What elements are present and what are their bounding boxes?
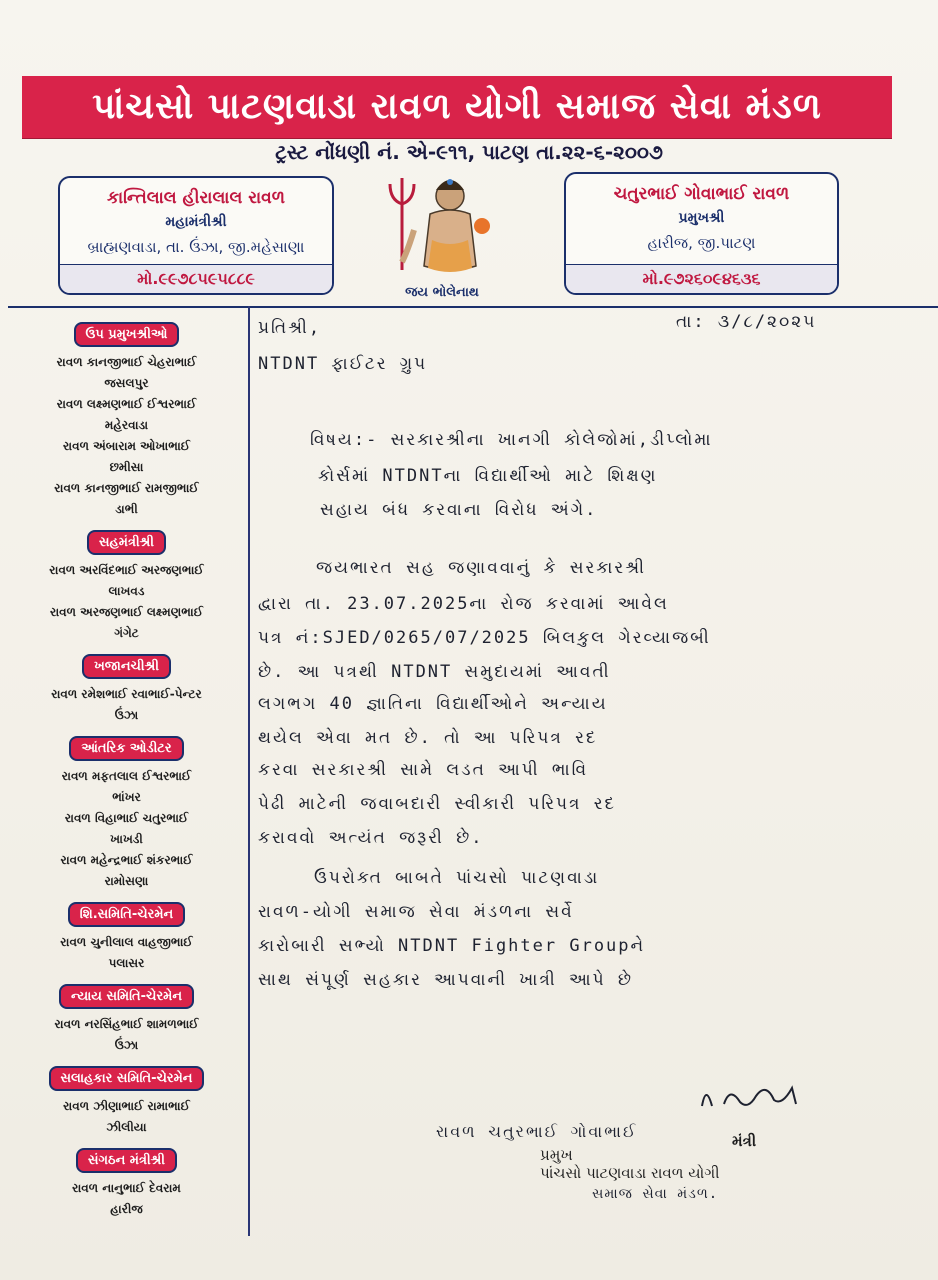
sidebar-group bbox=[14, 322, 239, 520]
body-line: જયભારત સહ જણાવવાનું કે સરકારશ્રી bbox=[316, 558, 646, 578]
signature-org-line1: પાંચસો પાટણવાડા રાવળ યોગી bbox=[540, 1164, 720, 1182]
shiva-trident-icon bbox=[372, 170, 512, 282]
body-line: પત્ર નં:SJED/0265/07/2025 બિલકુલ ગેરવ્યાજબી bbox=[258, 628, 711, 648]
member-line: છમીસા bbox=[109, 460, 144, 474]
body-line: થયેલ એવા મત છે. તો આ પરિપત્ર રદ bbox=[258, 728, 598, 748]
member-line: પલાસર bbox=[108, 956, 145, 970]
president-box bbox=[564, 172, 839, 295]
subject-line: કોર્સમાં NTDNTના વિદ્યાર્થીઓ માટે શિક્ષણ bbox=[318, 466, 658, 486]
member-line: હારીજ bbox=[110, 1202, 143, 1216]
member-line: ડાભી bbox=[115, 502, 138, 516]
president-role: પ્રમુખશ્રી bbox=[678, 210, 725, 226]
president-place: હારીજ, જી.પાટણ bbox=[647, 234, 756, 252]
president-phone: મો.૯૭૨૬૦૯૪૬૩૬ bbox=[566, 264, 837, 293]
member-line: રામોસણા bbox=[104, 874, 149, 888]
president-label: પ્રમુખ bbox=[540, 1146, 573, 1164]
subject-line: સહાય બંધ કરવાના વિરોધ અંગે. bbox=[320, 500, 598, 520]
sidebar-group bbox=[14, 736, 239, 892]
member-line: ઉંઝા bbox=[114, 1038, 139, 1052]
group-title: શિ.સમિતિ-ચેરમેન bbox=[68, 902, 185, 927]
closing-line: કારોબારી સભ્યો NTDNT Fighter Groupને bbox=[258, 936, 646, 956]
member-line: રાવળ લક્ષ્મણભાઈ ઈશ્વરભાઈ bbox=[56, 397, 197, 411]
signature-scribble-icon bbox=[696, 1076, 816, 1116]
recipient: NTDNT ફાઈટર ગ્રુપ bbox=[258, 354, 428, 374]
body-line: કરાવવો અત્યંત જરૂરી છે. bbox=[258, 828, 484, 848]
registration-line: ટ્રસ્ટ નોંધણી નં. એ-૯૧૧, પાટણ તા.૨૨-૬-૨૦૦૭ bbox=[275, 140, 663, 164]
group-title: સંગઠન મંત્રીશ્રી bbox=[76, 1148, 177, 1173]
member-line: ગંગેટ bbox=[114, 626, 139, 640]
member-line: રાવળ મફતલાલ ઈશ્વરભાઈ bbox=[61, 769, 192, 783]
sidebar-group bbox=[14, 530, 239, 644]
logo-caption: જય ભોલેનાથ bbox=[405, 285, 479, 300]
member-line: રાવળ અંબારામ ઓખાભાઈ bbox=[62, 439, 191, 453]
sidebar-group bbox=[14, 1066, 239, 1138]
body-line: દ્વારા તા. 23.07.2025ના રોજ કરવામાં આવેલ bbox=[258, 594, 669, 614]
body-line: પેઢી માટેની જવાબદારી સ્વીકારી પરિપત્ર રદ bbox=[258, 794, 617, 814]
member-line: ઉંઝા bbox=[114, 708, 139, 722]
member-line: રાવળ વિહાભાઈ ચતુરભાઈ bbox=[64, 811, 189, 825]
sidebar-group bbox=[14, 984, 239, 1056]
closing-line: સાથ સંપૂર્ણ સહકાર આપવાની ખાત્રી આપે છે bbox=[258, 970, 634, 990]
sidebar-divider bbox=[248, 306, 250, 1236]
member-line: ઝીલીયા bbox=[106, 1120, 147, 1134]
general-secretary-phone: મો.૯૯૭૮૫૯૫૮૮૯ bbox=[60, 264, 332, 293]
closing-line: ઉપરોક્ત બાબતે પાંચસો પાટણવાડા bbox=[314, 868, 600, 888]
group-title: સહમંત્રીશ્રી bbox=[87, 530, 166, 555]
member-line: ખાખડી bbox=[110, 832, 143, 846]
member-line: લાખવડ bbox=[108, 584, 145, 598]
org-title-banner: પાંચસો પાટણવાડા રાવળ યોગી સમાજ સેવા મંડળ bbox=[22, 76, 892, 138]
sidebar-group bbox=[14, 902, 239, 974]
group-title: સલાહકાર સમિતિ-ચેરમેન bbox=[49, 1066, 205, 1091]
handwritten-signature: રાવળ ચતુરભાઈ ગોવાભાઈ bbox=[436, 1122, 638, 1141]
member-line: મહેરવાડા bbox=[104, 418, 149, 432]
shiva-logo bbox=[372, 170, 512, 300]
member-line: રાવળ રમેશભાઈ રવાભાઈ-પેન્ટર bbox=[51, 687, 202, 701]
subject-line: વિષય:- સરકારશ્રીના ખાનગી કોલેજોમાં,ડીપ્લોમા bbox=[310, 430, 713, 450]
signature-org-line2: સમાજ સેવા મંડળ. bbox=[592, 1186, 719, 1202]
header-divider bbox=[8, 306, 938, 308]
group-title: ખજાનચીશ્રી bbox=[82, 654, 171, 679]
general-secretary-box bbox=[58, 176, 334, 295]
president-name: ચતુરભાઈ ગોવાભાઈ રાવળ bbox=[613, 184, 790, 204]
sidebar-group bbox=[14, 1148, 239, 1220]
secretary-label: મંત્રી bbox=[732, 1132, 757, 1150]
group-title: ઉપ પ્રમુખશ્રીઓ bbox=[74, 322, 180, 347]
members-sidebar bbox=[14, 322, 239, 1230]
group-title: ન્યાય સમિતિ-ચેરમેન bbox=[59, 984, 194, 1009]
member-line: રાવળ અરવિંદભાઈ અરજણભાઈ bbox=[49, 563, 204, 577]
member-line: જસલપુર bbox=[104, 376, 149, 390]
group-title: આંતરિક ઓડીટર bbox=[69, 736, 183, 761]
body-line: કરવા સરકારશ્રી સામે લડત આપી ભાવિ bbox=[258, 760, 589, 780]
body-line: લગભગ 40 જ્ઞાતિના વિદ્યાર્થીઓને અન્યાય bbox=[258, 694, 608, 714]
member-line: રાવળ કાનજીભાઈ રામજીભાઈ bbox=[54, 481, 199, 495]
closing-line: રાવળ-યોગી સમાજ સેવા મંડળના સર્વે bbox=[258, 902, 574, 922]
member-line: ભાંખર bbox=[112, 790, 141, 804]
general-secretary-name: કાન્તિલાલ હીરાલાલ રાવળ bbox=[106, 188, 286, 208]
letter-date: તા: ૩/૮/૨૦૨૫ bbox=[676, 312, 817, 332]
member-line: રાવળ અરજણભાઈ લક્ષ્મણભાઈ bbox=[50, 605, 203, 619]
member-line: રાવળ મહેન્દ્રભાઈ શંકરભાઈ bbox=[60, 853, 193, 867]
member-line: રાવળ નરસિંહભાઈ શામળભાઈ bbox=[54, 1017, 199, 1031]
member-line: રાવળ નાનુભાઈ દેવરામ bbox=[72, 1181, 181, 1195]
body-line: છે. આ પત્રથી NTDNT સમુદાયમાં આવતી bbox=[258, 662, 611, 682]
salutation: પ્રતિશ્રી, bbox=[258, 318, 322, 338]
sidebar-group bbox=[14, 654, 239, 726]
member-line: રાવળ ચુનીલાલ વાહજીભાઈ bbox=[60, 935, 193, 949]
general-secretary-place: બ્રાહ્મણવાડા, તા. ઉંઝા, જી.મહેસાણા bbox=[87, 238, 305, 256]
member-line: રાવળ ઝીણાભાઈ રામાભાઈ bbox=[63, 1099, 190, 1113]
member-line: રાવળ કાનજીભાઈ ચેહરાભાઈ bbox=[56, 355, 197, 369]
general-secretary-role: મહામંત્રીશ્રી bbox=[165, 214, 227, 230]
